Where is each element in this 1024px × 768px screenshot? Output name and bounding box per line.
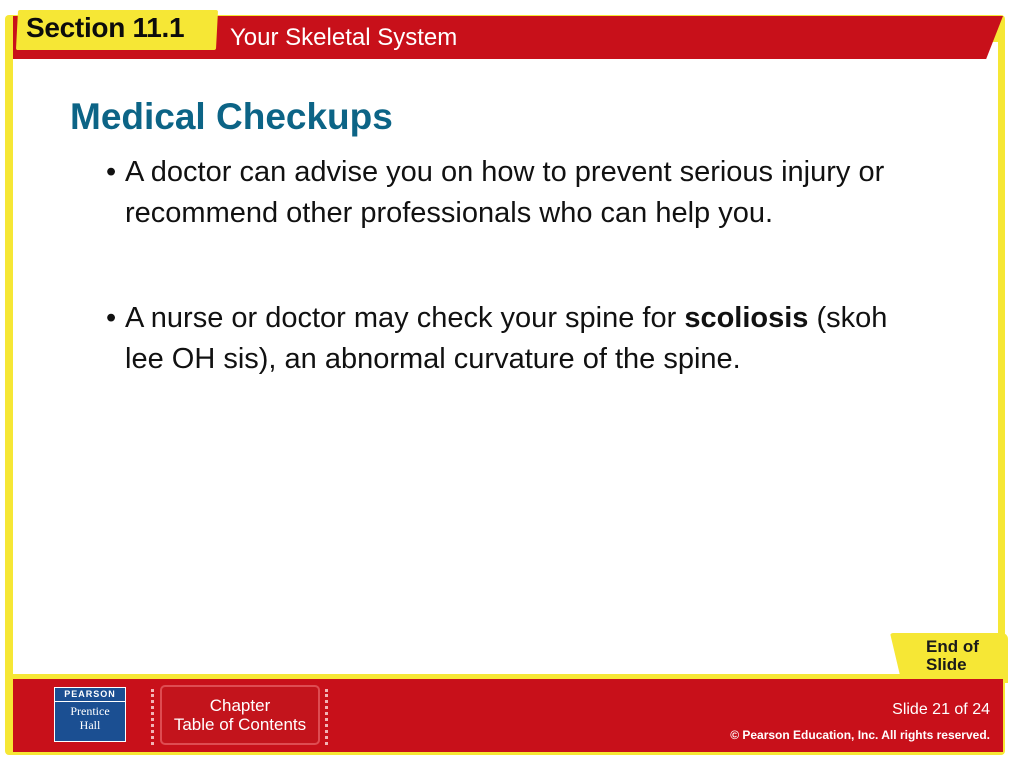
chapter-button-line-2: Table of Contents [173, 715, 307, 734]
bullet-item [106, 152, 906, 234]
bullet-marker: • [106, 302, 117, 334]
bullet-text-after: (skoh lee OH sis), an abnormal curvature of the spine. [125, 302, 888, 375]
dotted-divider [325, 689, 328, 745]
bullet-text: A doctor can advise you on how to prevent serious injury or recommend other professionals who can help you. [125, 156, 885, 229]
bullet-item [106, 298, 906, 380]
pearson-prentice-hall-logo [54, 687, 126, 742]
copyright-notice: © Pearson Education, Inc. All rights reserved. [730, 728, 990, 742]
chapter-table-of-contents-button[interactable] [160, 685, 320, 745]
dotted-divider [151, 689, 154, 745]
chapter-button-line-1: Chapter [209, 696, 271, 715]
section-label: Section 11.1 [26, 12, 185, 43]
bullet-text-before: A nurse or doctor may check your spine for [125, 302, 685, 334]
slide-title: Medical Checkups [70, 96, 393, 137]
slide-counter: Slide 21 of 24 [892, 701, 990, 718]
header-title: Your Skeletal System [230, 24, 458, 51]
bullet-text [125, 298, 906, 380]
key-term: scoliosis [684, 302, 809, 334]
logo-pearson-text: PEARSON [55, 688, 125, 702]
logo-prentice-text: Prentice [70, 704, 110, 718]
bullet-marker: • [106, 156, 117, 188]
logo-hall-text: Hall [79, 718, 101, 732]
end-of-slide-label: End of Slide [926, 637, 979, 674]
